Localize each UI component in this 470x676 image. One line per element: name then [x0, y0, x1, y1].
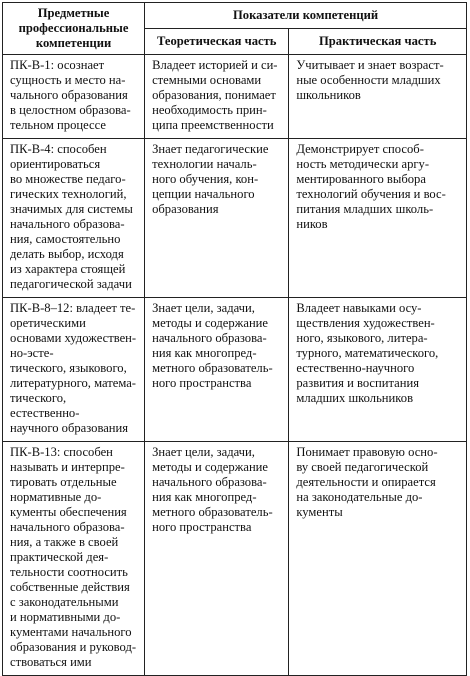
- header-indicators: Показатели компетенций: [145, 3, 467, 29]
- table-row: [3, 55, 467, 139]
- practice-cell: Демонстрирует способ- ность методически аргу- ментированного выбора технологий обучения и вос- питания младших школь- ников: [289, 139, 467, 298]
- header-competences: Предметные профессиональные компетенции: [3, 3, 145, 55]
- competence-cell: ПК-В-4: способен ориентироваться во множестве педаго- гических технологий, значимых для системы начального образова- ния, самостоятельно делать выбор, исходя из характера стоящей педагогической задачи: [3, 139, 145, 298]
- theory-cell: Знает цели, задачи, методы и содержание начального образова- ния как многопред- метного образователь- ного пространства: [145, 442, 289, 676]
- theory-cell: Владеет историей и си- стемными основами образования, понимает необходимость прин- ципа преемственности: [145, 55, 289, 139]
- theory-cell: Знает цели, задачи, методы и содержание начального образова- ния как многопред- метного образователь- ного пространства: [145, 298, 289, 442]
- table-row: [3, 442, 467, 676]
- practice-cell: Владеет навыками осу- ществления художествен- ного, языкового, литера- турного, математического, естественно-научного развития и воспитания младших школьников: [289, 298, 467, 442]
- theory-cell: Знает педагогические технологии началь- ного обучения, кон- цепции начального образования: [145, 139, 289, 298]
- table-row: [3, 298, 467, 442]
- header-theory: Теоретическая часть: [145, 29, 289, 55]
- competence-table: [2, 2, 467, 676]
- competence-cell: ПК-В-8–12: владеет те- оретическими основами художествен- но-эсте- тического, языкового, литературного, матема- тического, естественно- научного образования: [3, 298, 145, 442]
- competence-cell: ПК-В-13: способен называть и интерпре- тировать отдельные нормативные до- кументы обеспечения начального образова- ния, а также в своей практической дея- тельности соотносить собственные действия с законодательными и нормативными до- кументами начального образования и руковод- ствоваться ими: [3, 442, 145, 676]
- table-row: [3, 139, 467, 298]
- header-practice: Практическая часть: [289, 29, 467, 55]
- competence-cell: ПК-В-1: осознает сущность и место на- чального образования в целостном образова- тельном процессе: [3, 55, 145, 139]
- practice-cell: Понимает правовую осно- ву своей педагогической деятельности и опирается на законодательные до- кументы: [289, 442, 467, 676]
- practice-cell: Учитывает и знает возраст- ные особенности младших школьников: [289, 55, 467, 139]
